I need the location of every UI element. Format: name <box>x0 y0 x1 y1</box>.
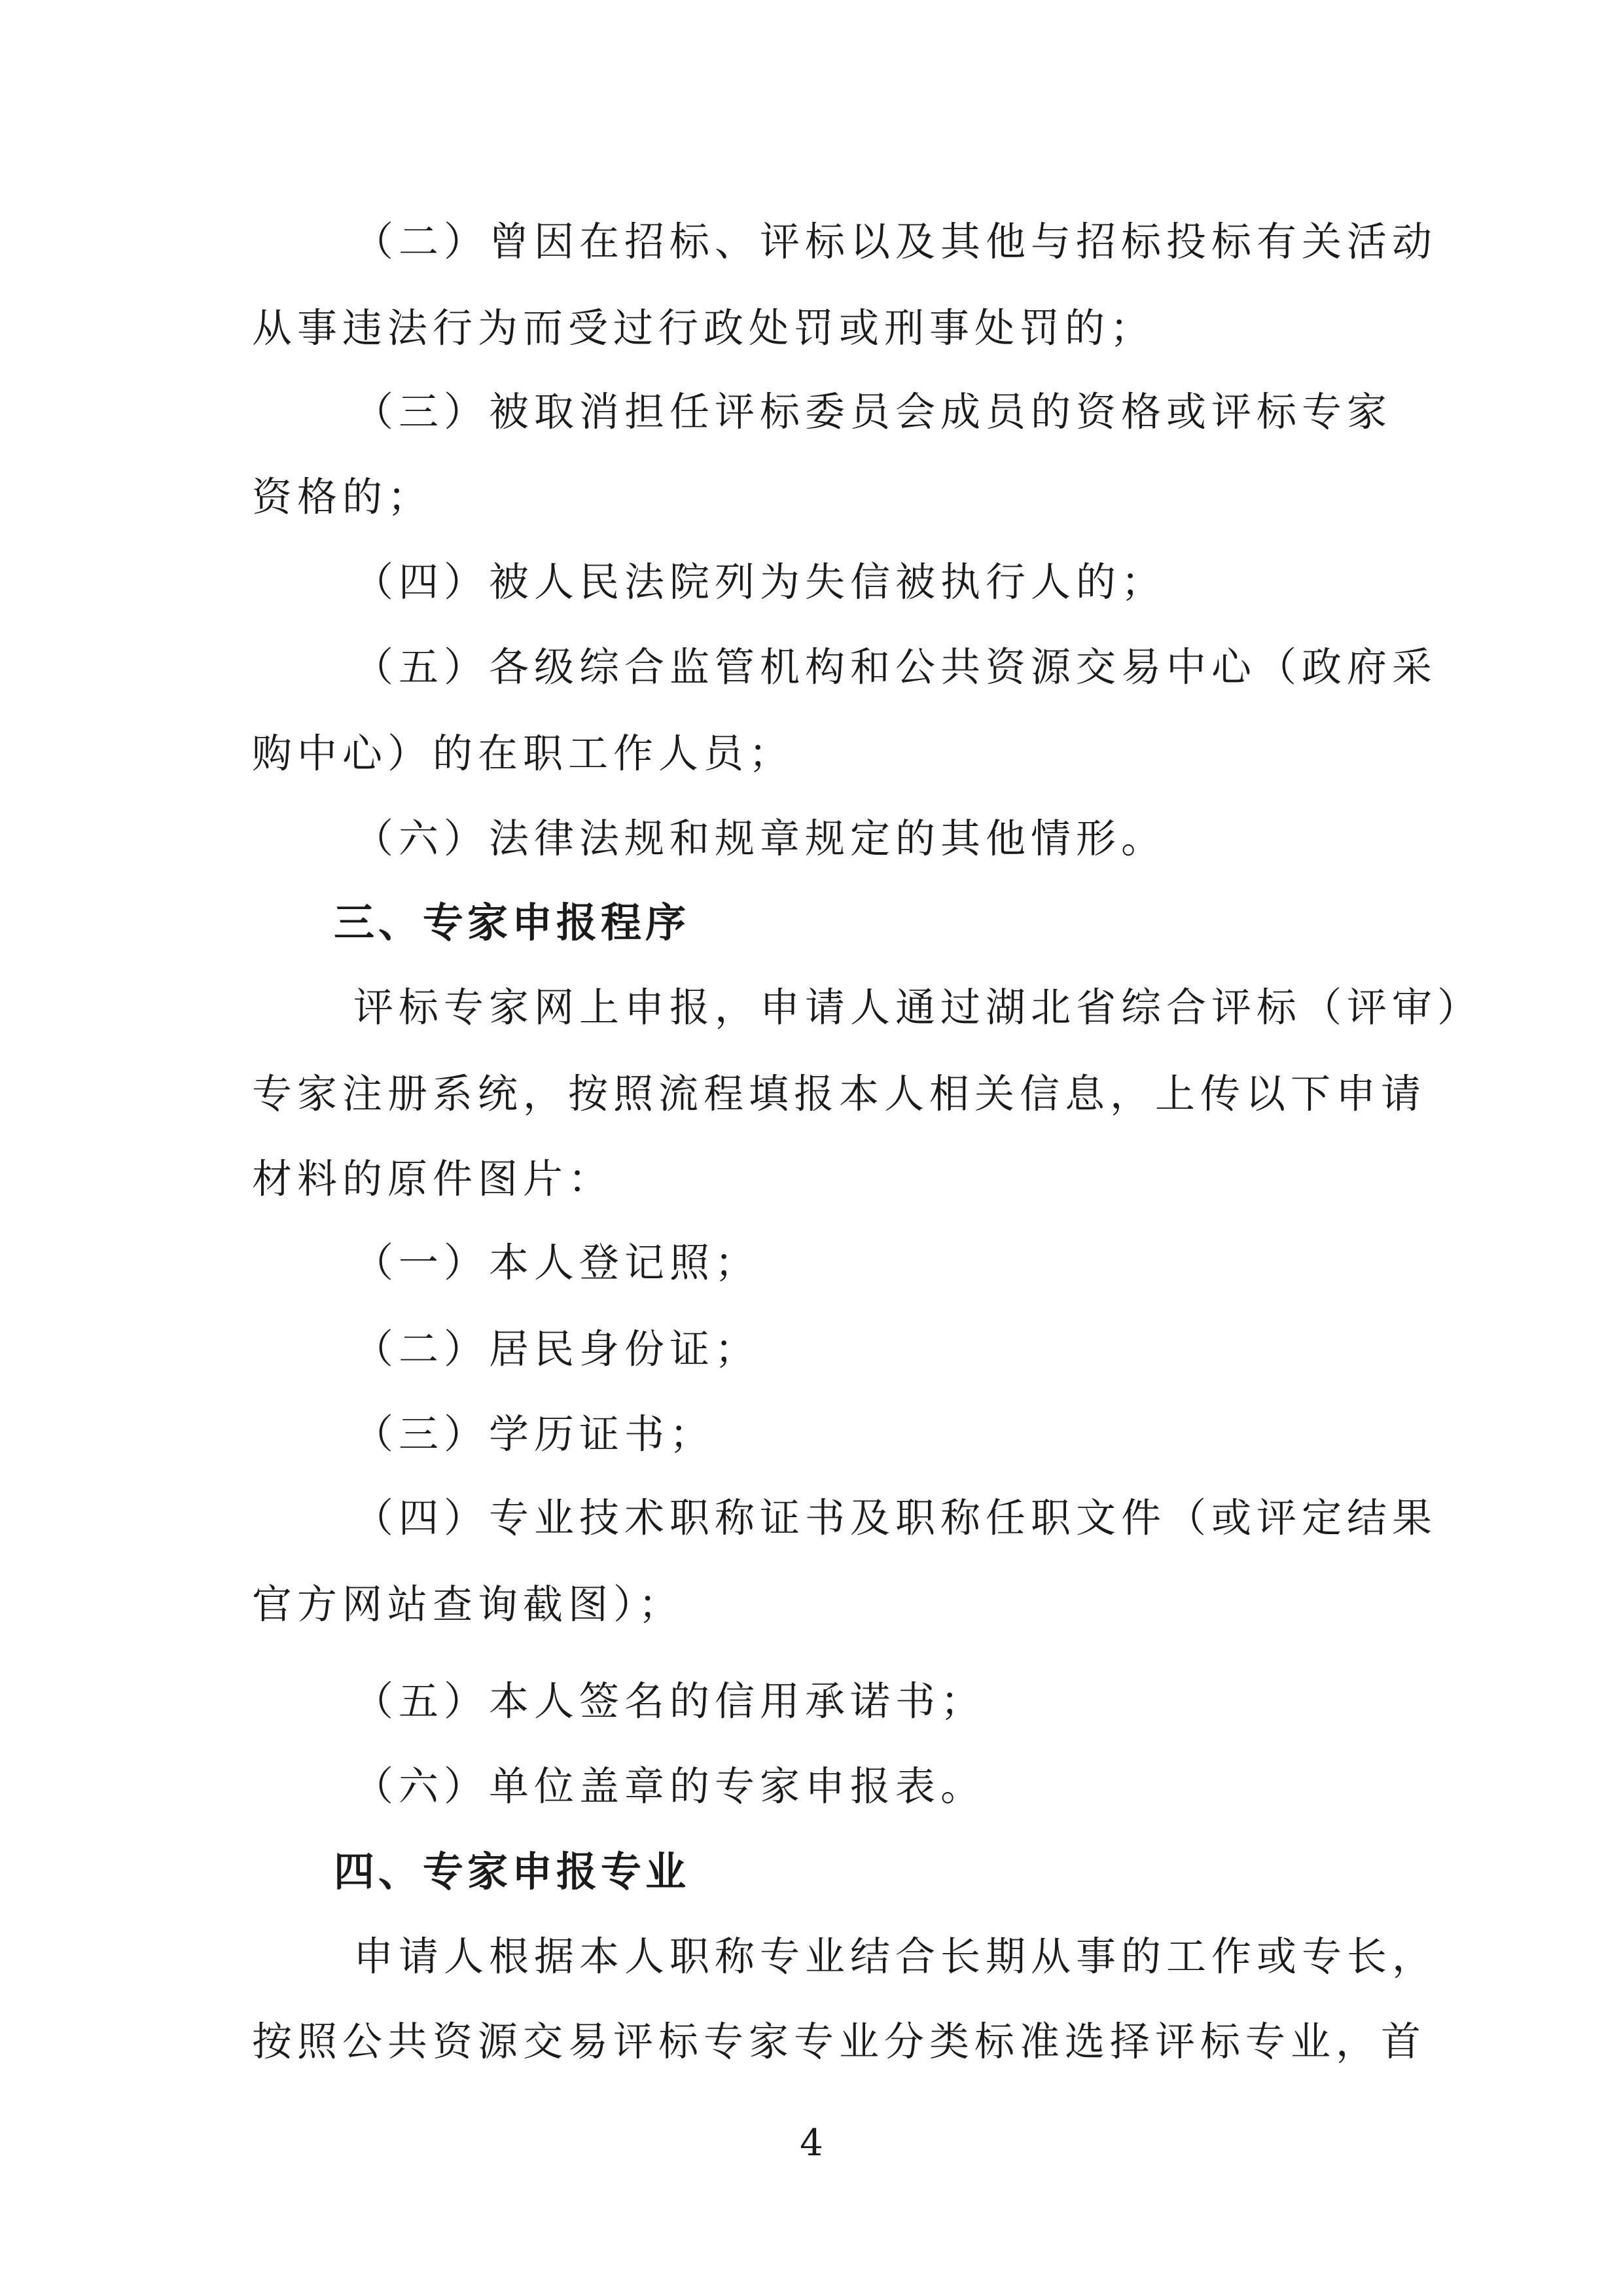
text-line: （五）各级综合监管机构和公共资源交易中心（政府采 <box>353 644 1438 691</box>
text-line: 申请人根据本人职称专业结合长期从事的工作或专长， <box>353 1933 1438 1980</box>
text-line: （一）本人登记照； <box>353 1240 760 1286</box>
section-heading: 四、专家申报专业 <box>334 1848 690 1895</box>
text-line: 官方网站查询截图）； <box>252 1581 684 1628</box>
text-line: （五）本人签名的信用承诺书； <box>353 1678 986 1725</box>
text-line: （六）法律法规和规章规定的其他情形。 <box>353 816 1167 862</box>
text-line: 资格的； <box>252 474 433 520</box>
text-line: （三）被取消担任评标委员会成员的资格或评标专家 <box>353 389 1393 435</box>
page-number: 4 <box>800 2122 823 2164</box>
text-line: （四）专业技术职称证书及职称任职文件（或评定结果 <box>353 1495 1438 1541</box>
section-heading: 三、专家申报程序 <box>334 899 690 946</box>
text-line: 从事违法行为而受过行政处罚或刑事处罚的； <box>252 305 1156 351</box>
text-line: （四）被人民法院列为失信被执行人的； <box>353 559 1167 605</box>
text-line: （二）曾因在招标、评标以及其他与招标投标有关活动 <box>353 219 1438 265</box>
text-line: 专家注册系统，按照流程填报本人相关信息，上传以下申请 <box>252 1071 1427 1117</box>
text-line: （二）居民身份证； <box>353 1326 760 1372</box>
text-line: 购中心）的在职工作人员； <box>252 730 794 777</box>
text-line: 材料的原件图片： <box>252 1156 614 1202</box>
text-line: 评标专家网上申报，申请人通过湖北省综合评标（评审） <box>353 984 1483 1031</box>
text-line: （三）学历证书； <box>353 1411 715 1458</box>
text-line: （六）单位盖章的专家申报表。 <box>353 1763 986 1810</box>
text-line: 按照公共资源交易评标专家专业分类标准选择评标专业，首 <box>252 2018 1427 2065</box>
